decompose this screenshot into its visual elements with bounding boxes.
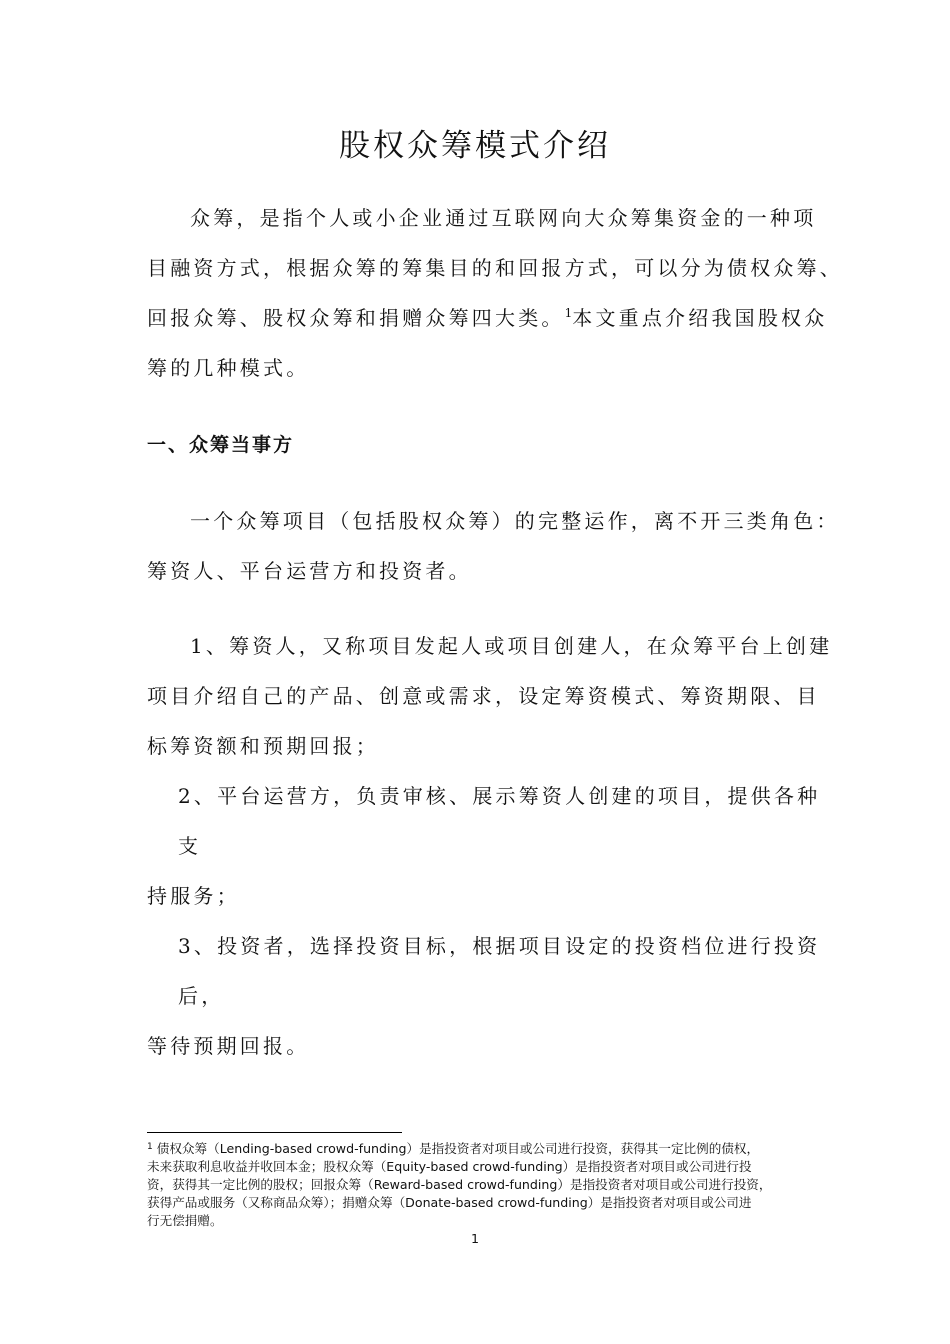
intro-line-4: 筹的几种模式。	[147, 356, 310, 380]
document-title: 股权众筹模式介绍	[339, 128, 611, 164]
footnote-separator	[147, 1132, 402, 1133]
footnote-line-5: 行无偿捐赠。	[147, 1213, 223, 1228]
footnote-line-4: 获得产品或服务（又称商品众筹）；捐赠众筹（Donate-based crowd-funding）是指投资者对项目或公司进	[147, 1195, 752, 1210]
intro-line-2: 目融资方式，根据众筹的筹集目的和回报方式，可以分为债权众筹、	[147, 256, 843, 280]
roles-line-2: 筹资人、平台运营方和投资者。	[147, 559, 472, 583]
intro-line-3	[147, 305, 827, 331]
item3-line-3: 等待预期回报。	[147, 1034, 310, 1058]
item3-line-2: 后，	[178, 984, 225, 1008]
intro-line-3-text-b: 本文重点介绍我国股权众	[572, 306, 828, 330]
item1-line-1: 1、筹资人，又称项目发起人或项目创建人，在众筹平台上创建	[190, 634, 833, 658]
section-heading: 一、众筹当事方	[147, 434, 295, 456]
footnote-line-1-text: 债权众筹（Lending-based crowd-funding）是指投资者对项目或公司进行投资，获得其一定比例的债权，	[152, 1141, 760, 1156]
footnote-line-3: 资，获得其一定比例的股权；回报众筹（Reward-based crowd-funding）是指投资者对项目或公司进行投资，	[147, 1177, 772, 1192]
roles-line-1: 一个众筹项目（包括股权众筹）的完整运作，离不开三类角色：	[190, 509, 840, 533]
footnote-reference[interactable]: 1	[564, 306, 573, 320]
page-number: 1	[470, 1231, 479, 1246]
item1-line-2: 项目介绍自己的产品、创意或需求，设定筹资模式、筹资期限、目	[147, 684, 820, 708]
footnote-line-2: 未来获取利息收益并收回本金；股权众筹（Equity-based crowd-funding）是指投资者对项目或公司进行投	[147, 1159, 752, 1174]
item1-line-3: 标筹资额和预期回报；	[147, 734, 379, 758]
intro-line-1: 众筹，是指个人或小企业通过互联网向大众筹集资金的一种项	[190, 206, 817, 230]
footnote-line-1	[147, 1140, 759, 1157]
item2-line-1: 2、平台运营方，负责审核、展示筹资人创建的项目，提供各种	[178, 784, 821, 808]
item2-line-3: 持服务；	[147, 884, 240, 908]
item3-line-1: 3、投资者，选择投资目标，根据项目设定的投资档位进行投资	[178, 934, 821, 958]
footnote-marker: 1	[147, 1142, 153, 1152]
intro-line-3-text-a: 回报众筹、股权众筹和捐赠众筹四大类。	[147, 306, 565, 330]
item2-line-2: 支	[178, 834, 202, 858]
